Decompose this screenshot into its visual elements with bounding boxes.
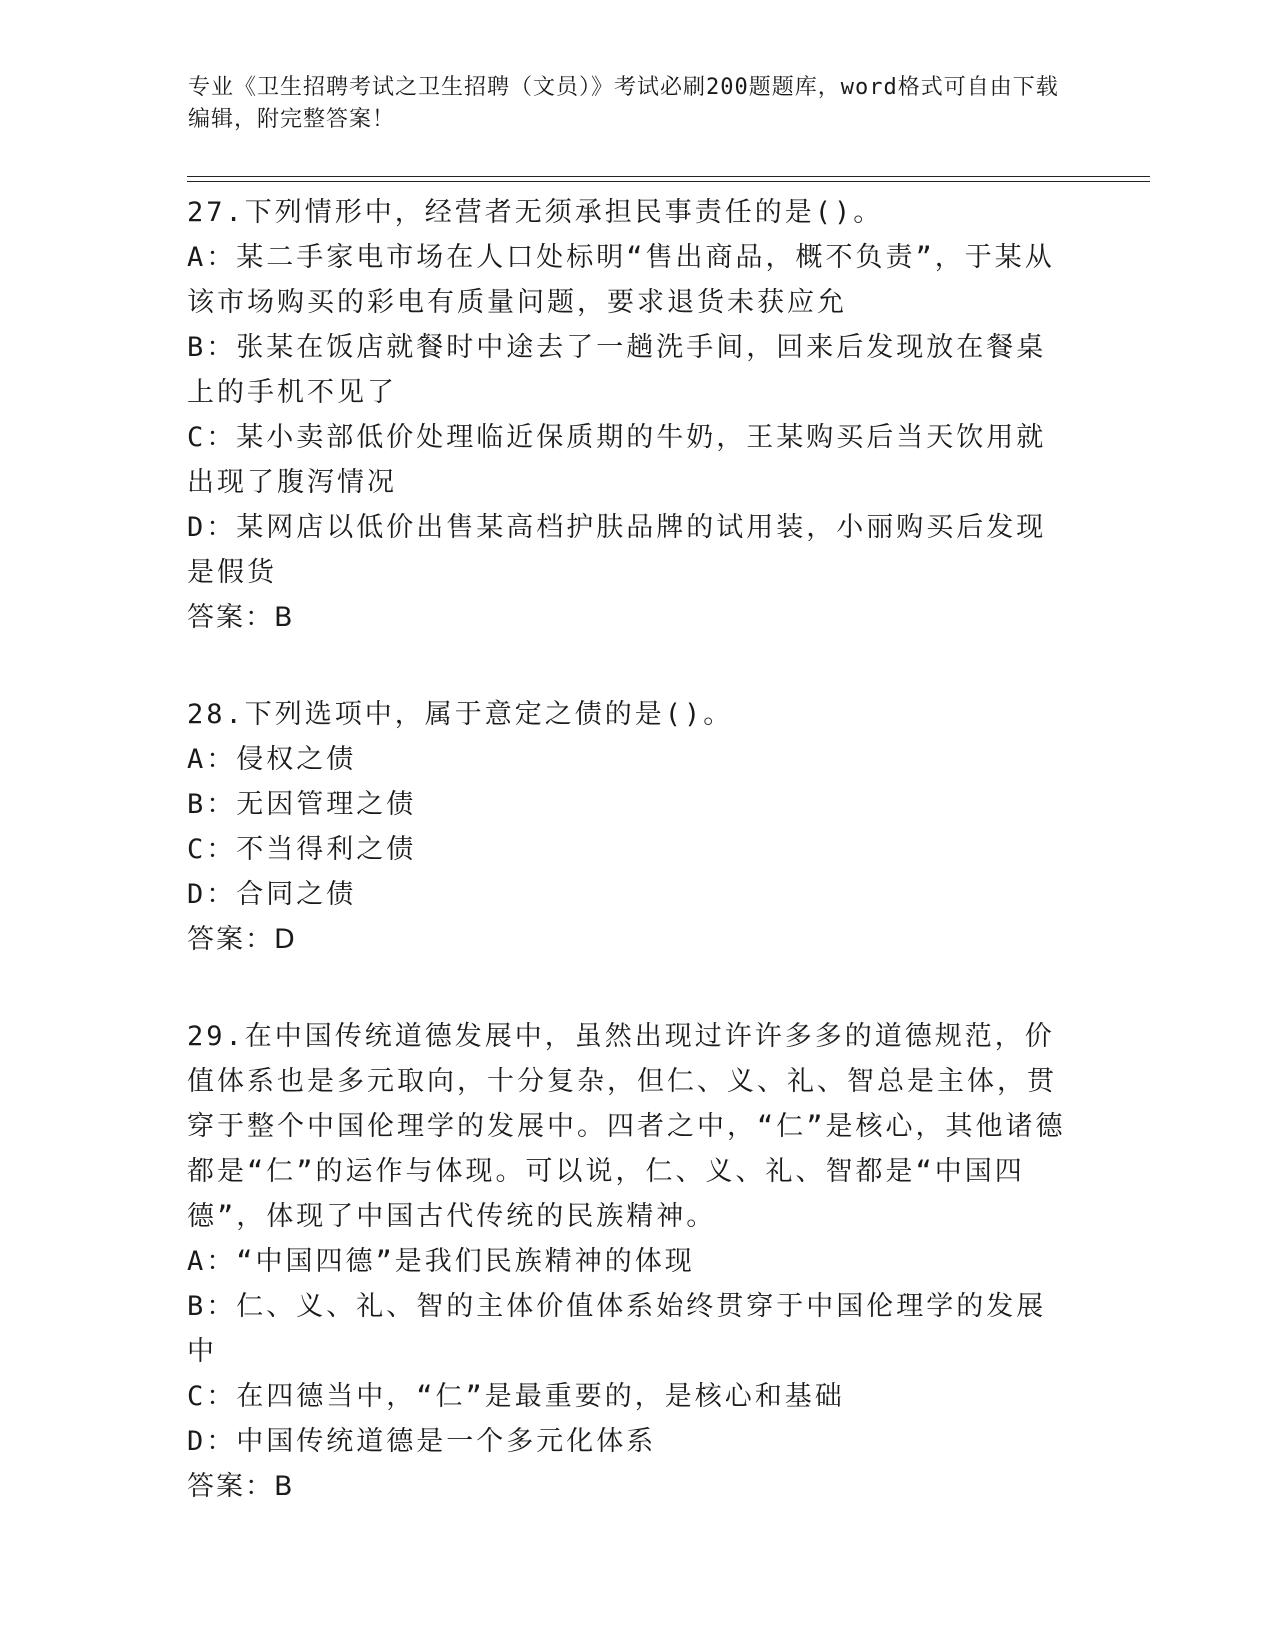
option-a: A：侵权之债 — [187, 744, 357, 775]
question-stem: 29.在中国传统道德发展中，虽然出现过许许多多的道德规范，价值体系也是多元取向，十分复杂，但仁、义、礼、智总是主体，贯穿于整个中国伦理学的发展中。四者之中，“仁”是核心，其他诸德都是“仁”的运作与体现。可以说，仁、义、礼、智都是“中国四德”，体现了中国古代传统的民族精神。 — [187, 1021, 1066, 1232]
answer: 答案：D — [187, 924, 297, 955]
option-a: A：某二手家电市场在人口处标明“售出商品，概不负责”，于某从该市场购买的彩电有质量问题，要求退货未获应允 — [187, 242, 1055, 318]
option-d: D：中国传统道德是一个多元化体系 — [187, 1426, 657, 1457]
answer: 答案：B — [187, 1471, 295, 1502]
option-b: B：张某在饭店就餐时中途去了一趟洗手间，回来后发现放在餐桌上的手机不见了 — [187, 332, 1047, 408]
option-c: C：不当得利之债 — [187, 834, 417, 865]
question-list — [187, 190, 1067, 1561]
question-27 — [187, 190, 1067, 640]
header-divider-top — [187, 176, 1150, 177]
option-c: C：在四德当中，“仁”是最重要的，是核心和基础 — [187, 1381, 845, 1412]
header-title: 专业《卫生招聘考试之卫生招聘（文员）》考试必刷200题题库，word格式可自由下载编辑，附完整答案！ — [188, 75, 1059, 132]
option-b: B：仁、义、礼、智的主体价值体系始终贯穿于中国伦理学的发展中 — [187, 1291, 1047, 1367]
option-c: C：某小卖部低价处理临近保质期的牛奶，王某购买后当天饮用就出现了腹泻情况 — [187, 422, 1047, 498]
document-header — [188, 72, 1068, 136]
header-divider-bottom — [187, 181, 1150, 182]
question-stem: 28.下列选项中，属于意定之债的是()。 — [187, 699, 734, 730]
answer: 答案：B — [187, 602, 295, 633]
option-b: B：无因管理之债 — [187, 789, 417, 820]
question-28 — [187, 692, 1067, 962]
option-d: D：合同之债 — [187, 879, 357, 910]
option-d: D：某网店以低价出售某高档护肤品牌的试用装，小丽购买后发现是假货 — [187, 512, 1047, 588]
question-29 — [187, 1014, 1067, 1509]
question-stem: 27.下列情形中，经营者无须承担民事责任的是()。 — [187, 197, 884, 228]
option-a: A：“中国四德”是我们民族精神的体现 — [187, 1246, 695, 1277]
